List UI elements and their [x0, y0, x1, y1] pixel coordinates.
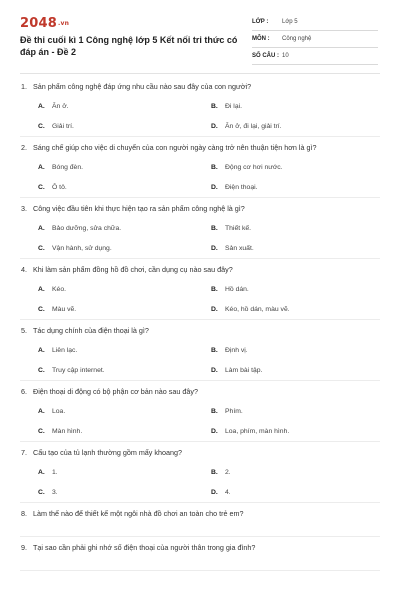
question-item [20, 259, 380, 320]
logo-number: 2048 [20, 16, 57, 31]
question-item [20, 503, 380, 537]
info-value: Công nghệ [282, 36, 312, 42]
option-letter: B. [211, 102, 218, 110]
answer-options [20, 279, 380, 319]
question-text [20, 503, 380, 523]
option-letter: A. [38, 163, 45, 171]
answer-option[interactable] [193, 157, 366, 177]
option-letter: C. [38, 122, 45, 130]
question-stem: Cấu tạo của tủ lạnh thường gồm mấy khoang? [33, 448, 182, 457]
option-letter: A. [38, 407, 45, 415]
option-text: 1. [52, 468, 58, 476]
answer-option[interactable] [20, 401, 193, 421]
option-letter: A. [38, 346, 45, 354]
answer-option[interactable] [193, 421, 366, 441]
info-value: 10 [282, 53, 289, 59]
answer-option[interactable] [20, 218, 193, 238]
option-text: Đi lại. [225, 102, 242, 110]
answer-options [20, 96, 380, 136]
option-text: Vận hành, sử dụng. [52, 244, 112, 252]
question-text [20, 198, 380, 218]
info-key: SỐ CÂU : [252, 53, 279, 59]
answer-option[interactable] [193, 116, 366, 136]
answer-options [20, 218, 380, 258]
answer-option[interactable] [193, 96, 366, 116]
question-text [20, 76, 380, 96]
question-item [20, 537, 380, 571]
option-letter: B. [211, 468, 218, 476]
option-text: 4. [225, 488, 231, 496]
exam-header [0, 0, 400, 70]
option-text: 2. [225, 468, 231, 476]
question-stem: Tại sao cần phải ghi nhớ số điện thoại của người thân trong gia đình? [33, 543, 256, 552]
question-number: 8. [21, 509, 27, 518]
answer-option[interactable] [193, 218, 366, 238]
answer-options [20, 340, 380, 380]
option-text: Động cơ hơi nước. [225, 163, 283, 171]
option-letter: C. [38, 488, 45, 496]
question-number: 3. [21, 204, 27, 213]
question-text [20, 320, 380, 340]
option-letter: A. [38, 224, 45, 232]
question-number: 2. [21, 143, 27, 152]
question-stem: Tác dụng chính của điện thoại là gì? [33, 326, 149, 335]
question-number: 7. [21, 448, 27, 457]
question-stem: Công việc đầu tiên khi thực hiện tạo ra sản phẩm công nghệ là gì? [33, 204, 245, 213]
option-text: Thiết kế. [225, 224, 252, 232]
answer-option[interactable] [20, 340, 193, 360]
option-letter: A. [38, 468, 45, 476]
info-row-class [252, 14, 378, 31]
option-letter: D. [211, 488, 218, 496]
info-key: LỚP : [252, 19, 269, 25]
question-stem: Sáng chế giúp cho việc di chuyển của con người ngày càng trở nên thuận tiện hơn là gì? [33, 143, 317, 152]
info-value: Lớp 5 [282, 19, 298, 25]
question-number: 9. [21, 543, 27, 552]
info-row-count [252, 48, 378, 65]
answer-option[interactable] [20, 299, 193, 319]
option-letter: D. [211, 122, 218, 130]
header-divider [20, 73, 380, 74]
question-number: 4. [21, 265, 27, 274]
question-item [20, 320, 380, 381]
option-letter: D. [211, 244, 218, 252]
question-text [20, 259, 380, 279]
answer-option[interactable] [20, 157, 193, 177]
question-item [20, 76, 380, 137]
option-text: Màn hình. [52, 427, 83, 435]
answer-option[interactable] [193, 238, 366, 258]
answer-option[interactable] [193, 462, 366, 482]
answer-option[interactable] [20, 116, 193, 136]
option-letter: B. [211, 285, 218, 293]
option-letter: C. [38, 305, 45, 313]
question-number: 5. [21, 326, 27, 335]
option-letter: B. [211, 407, 218, 415]
option-text: Màu vẽ. [52, 305, 77, 313]
option-letter: D. [211, 427, 218, 435]
question-stem: Điện thoại di động có bộ phận cơ bản nào sau đây? [33, 387, 198, 396]
option-text: Ô tô. [52, 183, 67, 191]
question-number: 1. [21, 82, 27, 91]
option-letter: C. [38, 366, 45, 374]
question-text [20, 137, 380, 157]
answer-option[interactable] [193, 360, 366, 380]
option-text: Bảo dưỡng, sửa chữa. [52, 224, 122, 232]
answer-option[interactable] [193, 401, 366, 421]
option-text: Giải trí. [52, 122, 74, 130]
option-text: Ăn ở, đi lại, giải trí. [225, 122, 282, 130]
answer-option[interactable] [20, 482, 193, 502]
question-item [20, 442, 380, 503]
option-text: Truy cập internet. [52, 366, 105, 374]
answer-option[interactable] [20, 96, 193, 116]
answer-option[interactable] [20, 462, 193, 482]
option-text: Định vị. [225, 346, 248, 354]
question-number: 6. [21, 387, 27, 396]
site-logo[interactable] [20, 16, 69, 31]
question-text [20, 537, 380, 557]
answer-option[interactable] [20, 421, 193, 441]
question-item [20, 381, 380, 442]
option-text: Hồ dán. [225, 285, 249, 293]
option-text: Ăn ở. [52, 102, 69, 110]
answer-option[interactable] [20, 279, 193, 299]
option-text: Sản xuất. [225, 244, 254, 252]
answer-option[interactable] [193, 340, 366, 360]
option-text: Loa, phím, màn hình. [225, 427, 290, 435]
option-text: Liên lạc. [52, 346, 78, 354]
option-letter: C. [38, 244, 45, 252]
question-text [20, 381, 380, 401]
option-letter: A. [38, 102, 45, 110]
question-list [0, 76, 400, 571]
option-letter: D. [211, 183, 218, 191]
question-stem: Làm thế nào để thiết kế một ngôi nhà đồ chơi an toàn cho trẻ em? [33, 509, 244, 518]
option-letter: B. [211, 163, 218, 171]
question-item [20, 198, 380, 259]
option-text: Kéo. [52, 285, 66, 293]
option-text: Bóng đèn. [52, 163, 83, 171]
info-key: MÔN : [252, 36, 270, 42]
answer-option[interactable] [193, 177, 366, 197]
question-stem: Khi làm sản phẩm đồng hồ đồ chơi, cần dụng cụ nào sau đây? [33, 265, 233, 274]
option-letter: D. [211, 305, 218, 313]
exam-title: Đề thi cuối kì 1 Công nghệ lớp 5 Kết nối tri thức có đáp án - Đề 2 [20, 35, 238, 57]
option-text: Phím. [225, 407, 243, 415]
question-item [20, 137, 380, 198]
answer-options [20, 462, 380, 502]
option-letter: D. [211, 366, 218, 374]
option-letter: B. [211, 346, 218, 354]
answer-option[interactable] [193, 482, 366, 502]
answer-option[interactable] [193, 279, 366, 299]
option-letter: A. [38, 285, 45, 293]
option-letter: C. [38, 427, 45, 435]
answer-options [20, 401, 380, 441]
answer-option[interactable] [20, 360, 193, 380]
logo-suffix: .vn [57, 20, 70, 27]
option-letter: B. [211, 224, 218, 232]
info-row-subject [252, 31, 378, 48]
option-text: Điện thoại. [225, 183, 258, 191]
option-text: 3. [52, 488, 58, 496]
question-text [20, 442, 380, 462]
question-stem: Sản phẩm công nghệ đáp ứng nhu cầu nào sau đây của con người? [33, 82, 252, 91]
option-letter: C. [38, 183, 45, 191]
answer-option[interactable] [20, 177, 193, 197]
option-text: Kéo, hồ dán, màu vẽ. [225, 305, 290, 313]
exam-info-table [252, 14, 378, 65]
answer-option[interactable] [193, 299, 366, 319]
option-text: Làm bài tập. [225, 366, 263, 374]
answer-options [20, 157, 380, 197]
option-text: Loa. [52, 407, 66, 415]
answer-option[interactable] [20, 238, 193, 258]
